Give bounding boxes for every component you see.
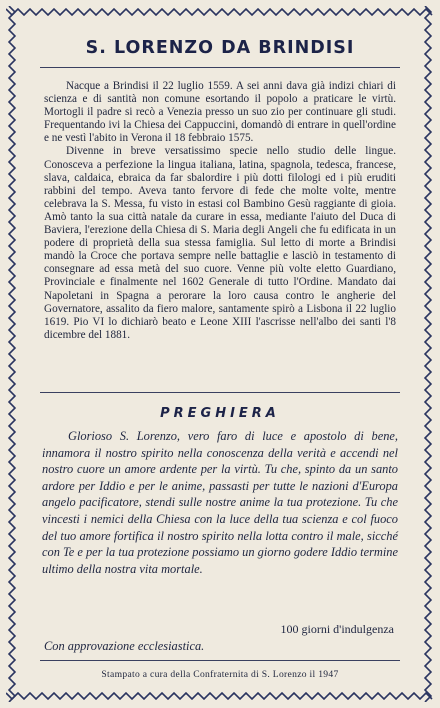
zigzag-border-top — [6, 8, 434, 16]
title-rule — [40, 67, 400, 68]
indulgence-note: 100 giorni d'indulgenza — [280, 622, 394, 636]
footer-rule — [40, 660, 400, 661]
section-divider — [40, 392, 400, 393]
border-left — [8, 6, 16, 702]
biography-paragraph-2: Divenne in breve versatissimo specie nello studio delle lingue. Conosceva a perfezione la lingua italiana, latina, spagnola, tedesca, francese, slava, caldaica, ebraica da far sbalordire i più dotti filologi ed i più eruditi rabbini del tempo. Aveva tanto fervore di fede che molte volte, mentre celebrava la S. Messa, fu visto in estasi col Bambino Gesù raggiante di gioia. Amò tanto la sua città natale da curare in essa, mediante l'aiuto del Duca di Baviera, l'erezione della Chiesa di S. Maria degli Angeli che fu edificata in un podere di proprietà della sua stessa famiglia. Sul letto di morte a Brindisi mandò la Croce che portava sempre nelle battaglie e lasciò in testamento di consegnare ad essa metà del suo cuore. Venne più volte eletto Guardiano, Provinciale e finalmente nel 1602 Generale di tutto l'Ordine. Mandato dai Napoletani in Spagna a perorare la loro causa contro le angherie del Governatore, assalito da fiero malore, santamente spirò a Lisbona il 22 luglio 1619. Pio VI lo dichiarò beato e Leone XIII l'ascrisse nell'albo dei santi l'8 dicembre del 1881. — [44, 145, 396, 341]
border-right — [424, 6, 432, 702]
zigzag-border-right — [424, 6, 432, 702]
biography — [44, 80, 396, 342]
prayer — [42, 428, 398, 577]
print-footer: Stampato a cura della Confraternita di S. Lorenzo il 1947 — [101, 669, 339, 680]
ecclesiastical-approval: Con approvazione ecclesiastica. — [44, 639, 205, 653]
border-bottom — [6, 692, 434, 700]
zigzag-border-bottom — [6, 692, 434, 700]
prayer-text: Glorioso S. Lorenzo, vero faro di luce e apostolo di bene, innamora il nostro spirito nella conoscenza della verità e accendi nel nostro cuore un amore ardente per la virtù. Tu che, spinto da un santo ardore per Iddio e per le anime, passasti per tutte le nazioni d'Europa angelo pacificatore, stendi sulle nostre anime la tua protezione. Tu che vincesti i nemici della Chiesa con la luce della tua scienza e col fuoco del tuo amore fortifica il nostro spirito nella lotta contro il male, sicché con Te e per la tua protezione possiamo un giorno godere Iddio termine ultimo della nostra vita mortale. — [42, 429, 398, 576]
card-title: S. LORENZO DA BRINDISI — [85, 38, 355, 58]
biography-paragraph-1: Nacque a Brindisi il 22 luglio 1559. A sei anni dava già indizi chiari di scienza e di santità non comune esortando il popolo a praticare le virtù. Mortogli il padre si recò a Venezia presso un suo zio per continuare gli studi. Frequentando ivi la Chiesa dei Cappuccini, domandò di entrare in quell'ordine e ne vestì l'abito in Verona il 18 febbraio 1575. — [44, 80, 396, 145]
border-top — [6, 8, 434, 16]
zigzag-border-left — [8, 6, 16, 702]
prayer-heading: PREGHIERA — [160, 406, 280, 421]
